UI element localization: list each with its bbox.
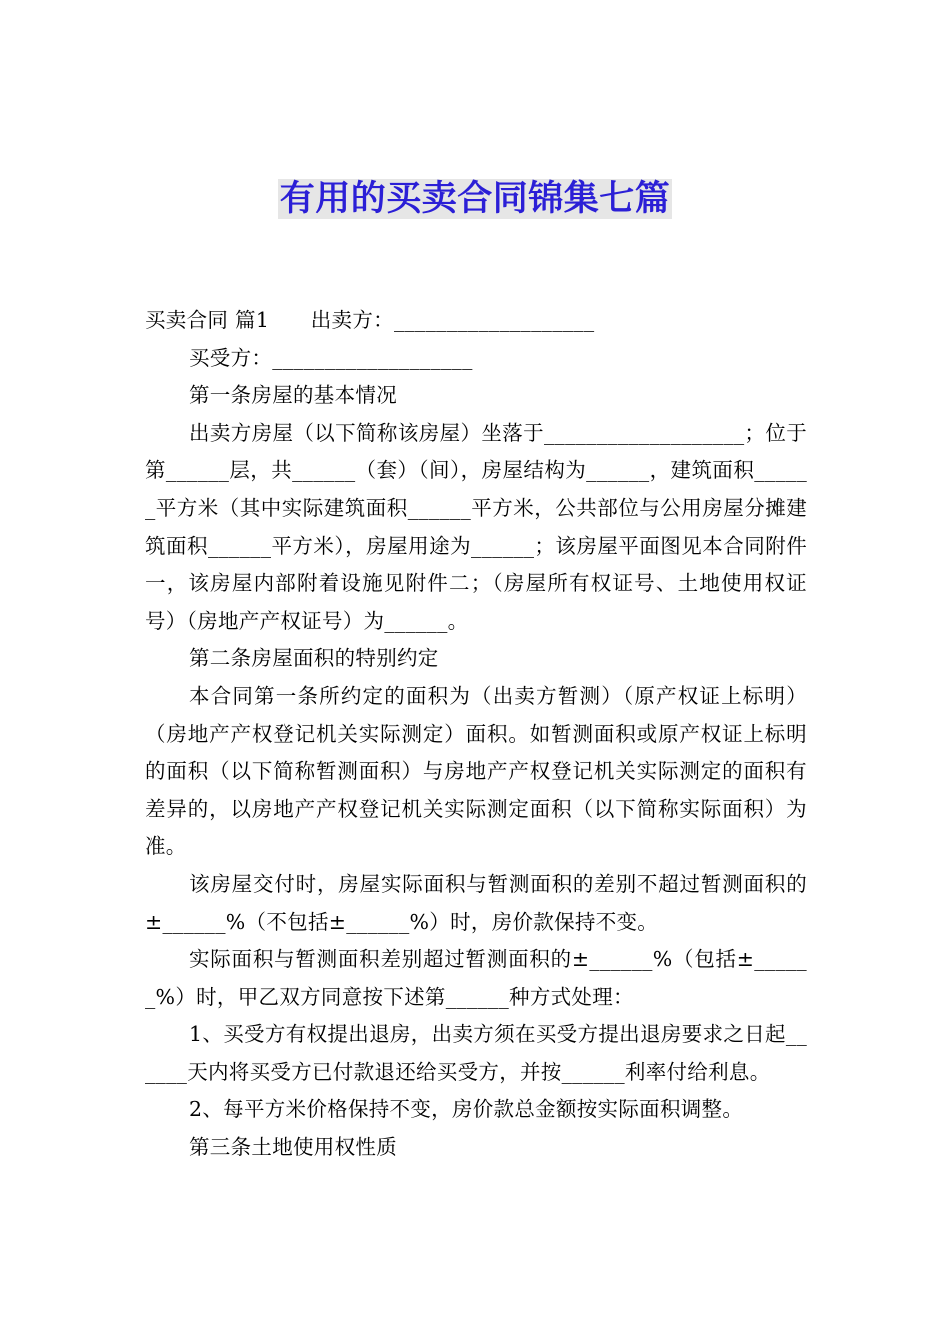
paragraph-article-3-heading: 第三条土地使用权性质 [189, 1135, 397, 1160]
paragraph-article-2-body: 本合同第一条所约定的面积为（出卖方暂测）（原产权证上标明）（房地产产权登记机关实际测定）面积。如暂测面积或原产权证上标明的面积（以下简称暂测面积）与房地产产权登记机关实际测定的面积有差异的，以房地产产权登记机关实际测定面积（以下简称实际面积）为准。 [145, 683, 807, 859]
paragraph-option-1: 1、买受方有权提出退房，出卖方须在买受方提出退房要求之日起______天内将买受方已付款退还给买受方，并按______利率付给利息。 [145, 1022, 807, 1084]
paragraph-article-2-heading: 第二条房屋面积的特别约定 [189, 646, 439, 671]
paragraph-article-1-heading: 第一条房屋的基本情况 [189, 383, 397, 408]
document-title-text: 有用的买卖合同锦集七篇 [279, 179, 671, 219]
document-title [0, 176, 950, 222]
paragraph-option-2: 2、每平方米价格保持不变，房价款总金额按实际面积调整。 [189, 1097, 744, 1122]
paragraph-area-tolerance: 该房屋交付时，房屋实际面积与暂测面积的差别不超过暂测面积的±______%（不包括±______%）时，房价款保持不变。 [145, 871, 807, 934]
paragraph-area-exceed: 实际面积与暂测面积差别超过暂测面积的±______%（包括±______%）时，甲乙双方同意按下述第______种方式处理： [145, 947, 807, 1009]
paragraph-contract-header: 买卖合同 篇1 出卖方：___________________ [145, 308, 595, 332]
paragraph-article-1-body: 出卖方房屋（以下简称该房屋）坐落于___________________；位于第______层，共______（套）（间），房屋结构为______，建筑面积______平方米（其中实际建筑面积______平方米，公共部位与公用房屋分摊建筑面积______平方米），房屋用途为______；该房屋平面图见本合同附件一，该房屋内部附着设施见附件二；（房屋所有权证号、土地使用权证号）（房地产产权证号）为______。 [145, 420, 807, 633]
paragraph-buyer: 买受方：___________________ [189, 345, 473, 370]
document-body [145, 302, 807, 1167]
